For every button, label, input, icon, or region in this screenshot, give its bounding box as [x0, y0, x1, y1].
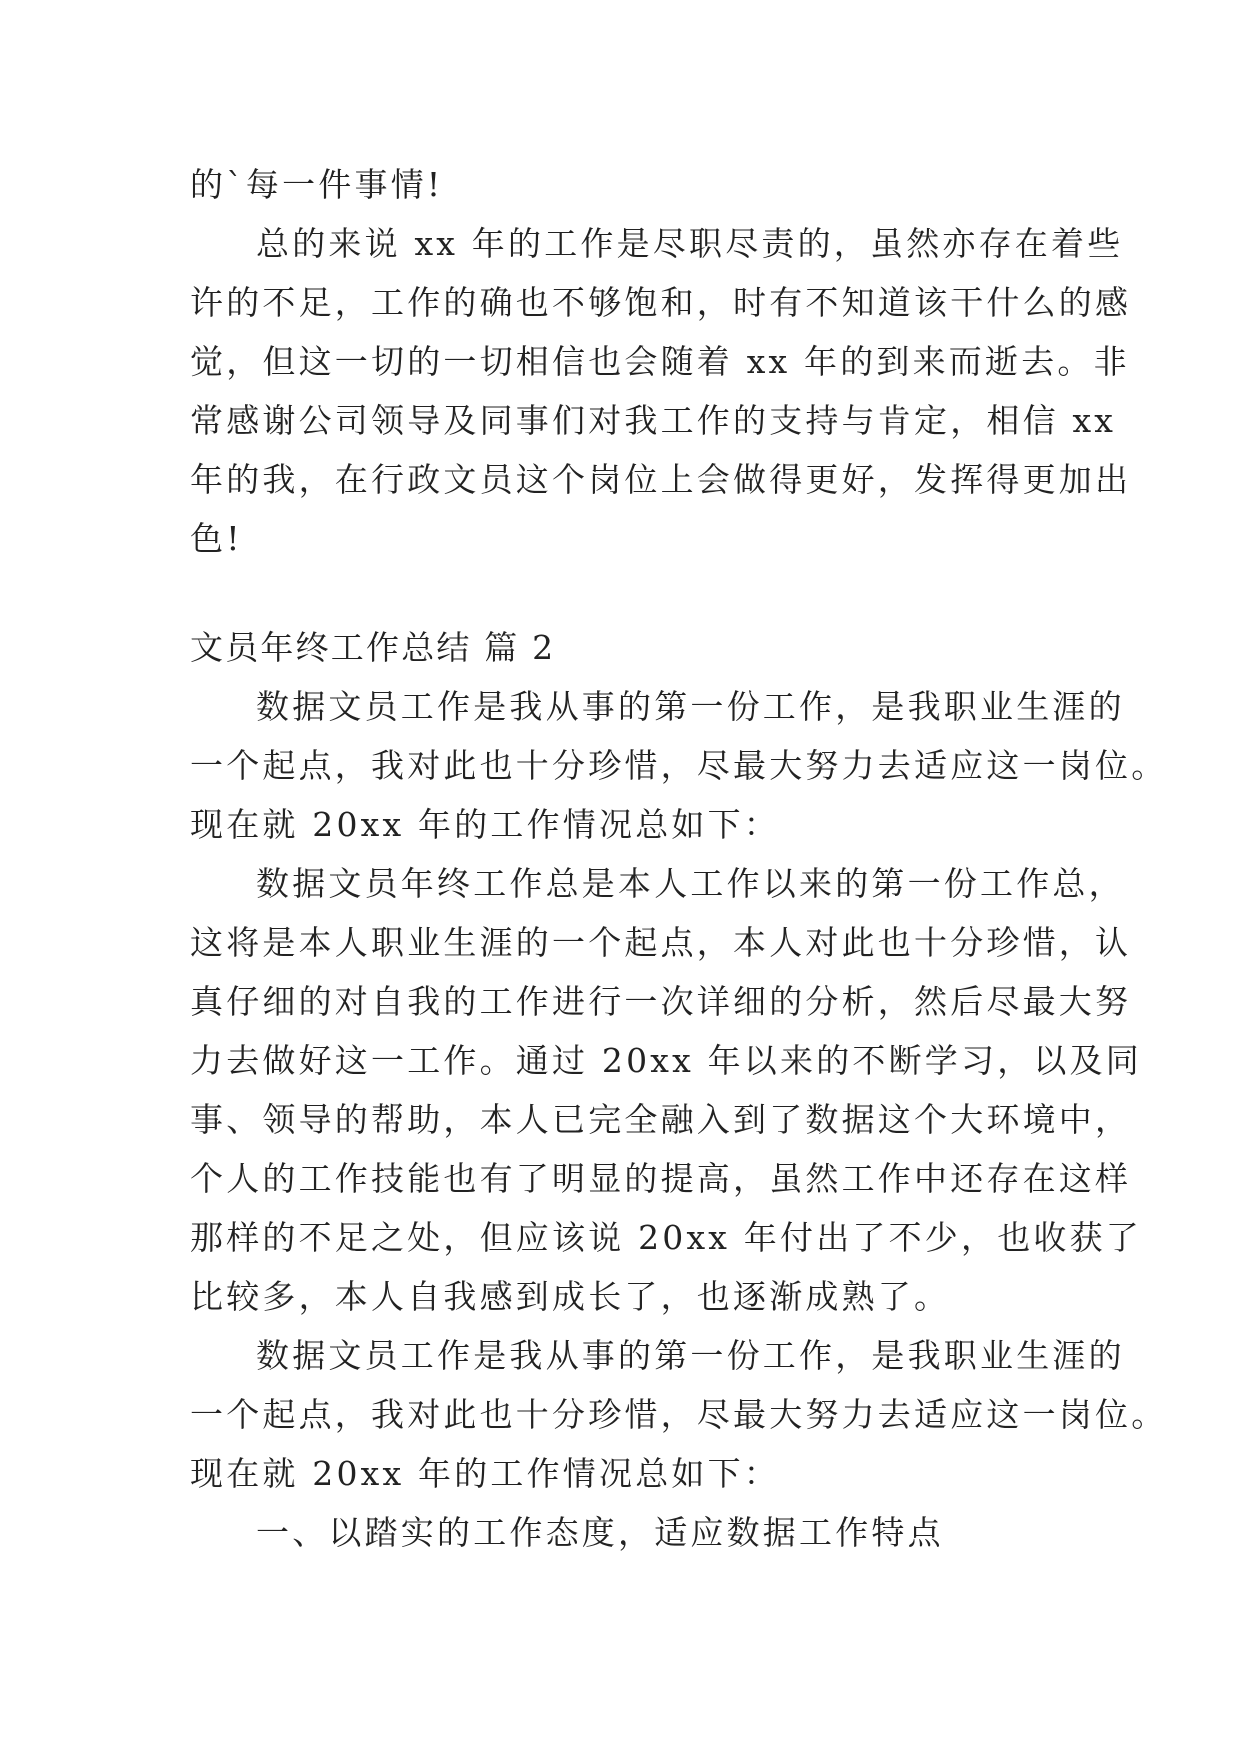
- paragraph-line: 数据文员年终工作总是本人工作以来的第一份工作总，: [256, 864, 1125, 903]
- paragraph-line: 现在就 20xx 年的工作情况总如下：: [190, 805, 780, 844]
- paragraph-line: 总的来说 xx 年的工作是尽职尽责的，虽然亦存在着些: [256, 224, 1124, 263]
- paragraph-line: 这将是本人职业生涯的一个起点，本人对此也十分珍惜，认: [190, 923, 1132, 962]
- paragraph-line: 一个起点，我对此也十分珍惜，尽最大努力去适应这一岗位。: [190, 1395, 1168, 1434]
- paragraph-line: 现在就 20xx 年的工作情况总如下：: [190, 1454, 780, 1493]
- paragraph-line: 真仔细的对自我的工作进行一次详细的分析，然后尽最大努: [190, 982, 1132, 1021]
- list-item-heading: 一、以踏实的工作态度，适应数据工作特点: [256, 1513, 944, 1552]
- paragraph-line: 的`每一件事情!: [190, 165, 444, 204]
- paragraph-line: 许的不足，工作的确也不够饱和，时有不知道该干什么的感: [190, 283, 1132, 322]
- paragraph-line: 力去做好这一工作。通过 20xx 年以来的不断学习，以及同: [190, 1041, 1142, 1080]
- paragraph-line: 年的我，在行政文员这个岗位上会做得更好，发挥得更加出: [190, 460, 1132, 499]
- paragraph-line: 色!: [190, 519, 243, 558]
- paragraph-line: 事、领导的帮助，本人已完全融入到了数据这个大环境中，: [190, 1100, 1132, 1139]
- paragraph-line: 比较多，本人自我感到成长了，也逐渐成熟了。: [190, 1277, 951, 1316]
- paragraph-line: 一个起点，我对此也十分珍惜，尽最大努力去适应这一岗位。: [190, 746, 1168, 785]
- paragraph-line: 觉，但这一切的一切相信也会随着 xx 年的到来而逝去。非: [190, 342, 1130, 381]
- paragraph-line: 个人的工作技能也有了明显的提高，虽然工作中还存在这样: [190, 1159, 1132, 1198]
- paragraph-line: 那样的不足之处，但应该说 20xx 年付出了不少，也收获了: [190, 1218, 1142, 1257]
- paragraph-line: 常感谢公司领导及同事们对我工作的支持与肯定，相信 xx: [190, 401, 1117, 440]
- paragraph-line: 数据文员工作是我从事的第一份工作，是我职业生涯的: [256, 1336, 1125, 1375]
- section-heading: 文员年终工作总结 篇 2: [190, 628, 556, 667]
- paragraph-line: 数据文员工作是我从事的第一份工作，是我职业生涯的: [256, 687, 1125, 726]
